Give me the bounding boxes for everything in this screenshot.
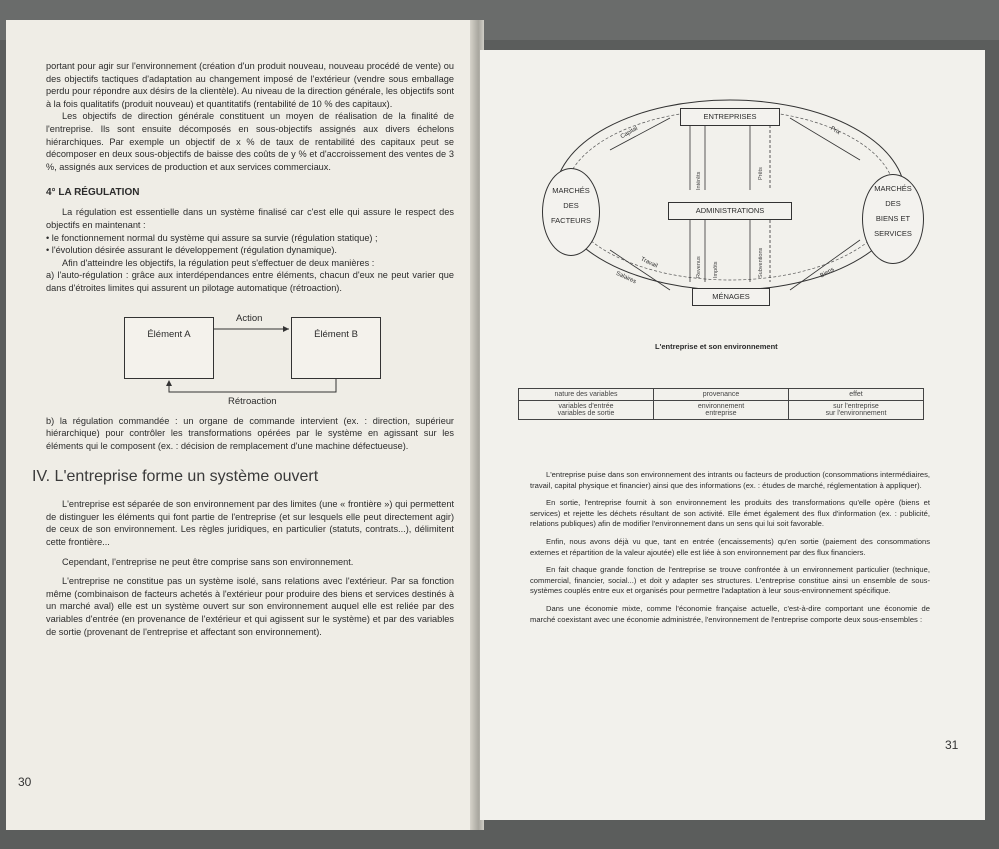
administrations-box — [668, 202, 792, 220]
element-a-label: Élément A — [147, 328, 191, 340]
action-label: Action — [236, 312, 263, 324]
paragraph: L'entreprise est séparée de son environnement par des limites (une « frontière ») qui permettent de distinguer les éléments qui font partie de l'entreprise (et sur lesquels elle peut directement agir) de ceux de son environnement. Les règles juridiques, en particulier (statuts, contrats...), délimitent cette frontière... — [46, 499, 454, 548]
administrations-label: ADMINISTRATIONS — [695, 206, 765, 215]
table-cell — [789, 401, 924, 420]
left-page — [6, 20, 472, 830]
paragraph: La régulation est essentielle dans un système finalisé car c'est elle qui assure le respect des objectifs en maintenant : — [46, 207, 454, 230]
table-header: provenance — [654, 389, 789, 401]
table-cell — [654, 401, 789, 420]
table-cell-line: entreprise — [705, 410, 737, 417]
table-cell-line: sur l'environnement — [825, 410, 887, 417]
paragraph: Cependant, l'entreprise ne peut être comprise sans son environnement. — [62, 556, 354, 567]
bullet-text: l'évolution désirée assurant le développement (régulation dynamique). — [51, 245, 337, 256]
table-header: effet — [789, 389, 924, 401]
table-cell-line: sur l'entreprise — [833, 403, 879, 410]
flow-label-subventions: Subventions — [758, 247, 764, 278]
page-number: 31 — [945, 738, 959, 752]
flow-label-prets: Prêts — [758, 167, 764, 180]
menages-label: MÉNAGES — [712, 292, 750, 301]
regulation-diagram — [46, 295, 454, 415]
flow-label-travail: Travail — [639, 256, 659, 270]
retroaction-label: Rétroaction — [228, 395, 277, 407]
paragraph: En fait chaque grande fonction de l'entreprise se trouve confrontée à un environnement particulier (technique, commercial, financier, social...) et doit y adapter ses structures. L'entreprise constitue ainsi un ensemble de sous-systèmes couplés entre eux et organisés pour permettre l'adaptation à leur sous-environnement spécifique. — [530, 565, 930, 596]
table-cell-line: variables de sortie — [557, 410, 615, 417]
table-header-row — [519, 389, 924, 401]
page-number: 30 — [18, 775, 32, 789]
marches-facteurs-line: DES — [563, 201, 579, 210]
paragraph: Les objectifs de direction générale constituent un moyen de réalisation de la finalité de l'entreprise. Ils sont ensuite décomposés en sous-objectifs assignés aux divers échelons hiérarchiques. Par exemple un objectif de x % de taux de rentabilité des capitaux peut se décomposer en deux sous-objectifs de baisse des coûts de y % et d'accroissement des ventes de 3 %, assignés aux services de production et aux services commerciaux. — [46, 111, 454, 172]
table-cell-line: variables d'entrée — [558, 403, 614, 410]
marches-biens-line: MARCHÉS — [874, 184, 912, 193]
bullet-item: • le fonctionnement normal du système qui assure sa survie (régulation statique) ; — [46, 232, 378, 243]
flow-label-salaires: Salaires — [614, 270, 637, 286]
table-row — [519, 401, 924, 420]
bullet-text: le fonctionnement normal du système qui assure sa survie (régulation statique) ; — [51, 232, 378, 243]
paragraph: L'entreprise puise dans son environnement des intrants ou facteurs de production (consommations intermédiaires, travail, capital physique et financier) ainsi que des informations (ex. : études de marché, réglementation à appliquer). — [530, 470, 930, 490]
variables-table — [518, 388, 924, 420]
table-cell-line: environnement — [697, 403, 745, 410]
marches-biens-line: BIENS ET — [875, 214, 911, 223]
paragraph: En sortie, l'entreprise fournit à son environnement les produits des transformations qu'elle opère (biens et services) et rejette les déchets résultant de son activité. Elle émet également des flux d'information (ex. : publicité, relations publiques) afin de modifier l'environnement dans un sens qui lui soit favorable. — [530, 498, 930, 529]
element-b-label: Élément B — [314, 328, 358, 340]
paragraph: a) l'auto-régulation : grâce aux interdépendances entre éléments, chacun d'eux ne peut varier que dans d'étroites limites qui assurent un pilotage automatique (rétroaction). — [46, 270, 454, 293]
flow-label-prix: Prix — [829, 125, 842, 137]
paragraph: b) la régulation commandée : un organe de commande intervient (ex. : direction, supérieur hiérarchique) pour contrôler les transformations opérées par le système en agissant sur les éléments qui le composent (ex. : décision de remplacement d'une machine défectueuse). — [46, 415, 454, 451]
marches-biens-line: SERVICES — [874, 229, 912, 238]
right-page — [480, 50, 985, 820]
marches-facteurs-line: MARCHÉS — [552, 186, 590, 195]
paragraph: portant pour agir sur l'environnement (création d'un produit nouveau, nouveau procédé de vente) ou des objectifs tactiques d'adaptation au changement imposé de l'extérieur (vendre sous emballage perdu pour répondre aux désirs de la clientèle). Au niveau de la direction générale, les objectifs sont à la fois qualitatifs (produit nouveau) et quantitatifs (rentabilité de 10 % des capitaux). — [46, 61, 454, 109]
section-heading: 4° LA RÉGULATION — [46, 187, 140, 199]
flow-label-revenus: Revenus — [696, 256, 702, 278]
right-body-text — [530, 470, 930, 625]
paragraph: Afin d'atteindre les objectifs, la régulation peut s'effectuer de deux manières : — [62, 257, 375, 268]
paragraph: Dans une économie mixte, comme l'économie française actuelle, c'est-à-dire comportant une économie de marché coexistant avec une économie administrée, l'environnement de l'entreprise comporte deux sous-ensembles : — [530, 603, 930, 624]
flow-label-interets: Intérêts — [696, 171, 702, 190]
entreprises-label: ENTREPRISES — [703, 112, 757, 121]
menages-box — [692, 288, 770, 306]
paragraph: Enfin, nous avons déjà vu que, tant en entrée (encaissements) qu'en sortie (paiement des consommations externes et répartition de la valeur ajoutée) elle est liée à son environnement par des flux financiers. — [530, 536, 930, 557]
marches-biens-line: DES — [885, 199, 901, 208]
paragraph: L'entreprise ne constitue pas un système isolé, sans relations avec l'extérieur. Par sa fonction même (combinaison de facteurs achetés à l'extérieur pour produire des biens et services destinés à un marché aval) elle est un système ouvert sur son environnement auquel elle est reliée par des variables d'entrée (en provenance de l'extérieur et qui agissent sur le système) et par des variables de sortie (provenant de l'entreprise et affectant son environnement). — [46, 576, 454, 637]
section-heading-iv: IV. L'entreprise forme un système ouvert — [32, 468, 319, 486]
marches-facteurs-line: FACTEURS — [550, 216, 591, 225]
economy-diagram — [520, 50, 957, 370]
flow-label-impots: Impôts — [713, 261, 719, 278]
bullet-item: • l'évolution désirée assurant le développement (régulation dynamique). — [46, 245, 337, 256]
flow-label-capital: Capital — [619, 125, 639, 141]
marches-biens-oval — [862, 174, 924, 264]
flow-label-biens: Biens — [819, 266, 836, 280]
diagram-caption: L'entreprise et son environnement — [655, 342, 778, 351]
table-cell — [519, 401, 654, 420]
table-header: nature des variables — [519, 389, 654, 401]
entreprises-box — [680, 108, 780, 126]
marches-facteurs-oval — [542, 168, 600, 256]
